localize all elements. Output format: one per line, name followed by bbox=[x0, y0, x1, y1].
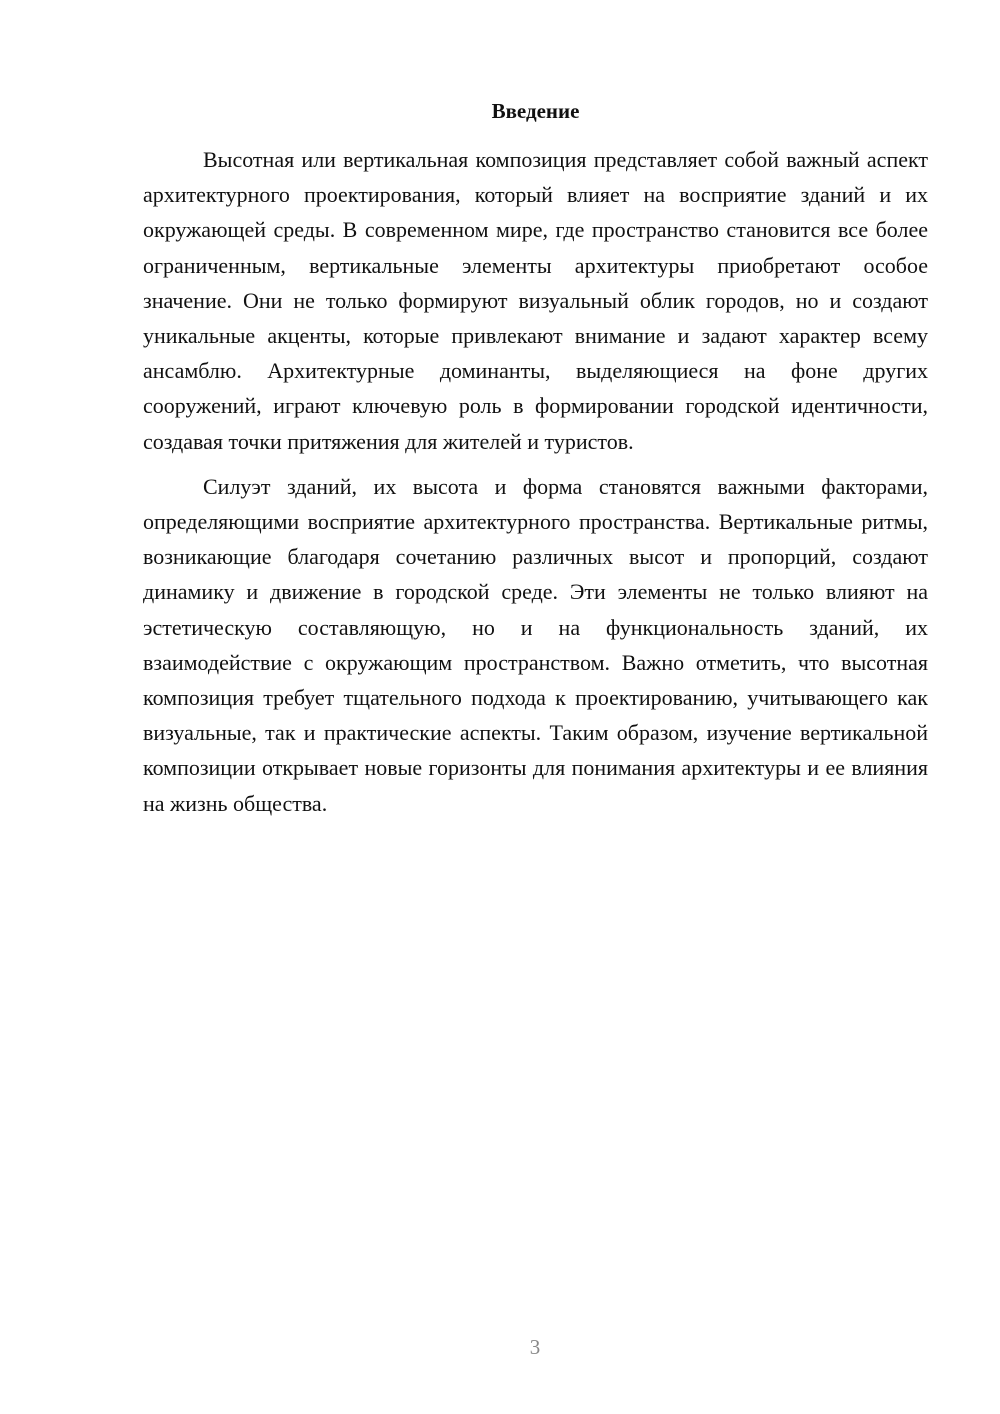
page-number: 3 bbox=[529, 1335, 541, 1359]
body-text bbox=[143, 142, 928, 821]
section-heading: Введение bbox=[491, 99, 580, 123]
paragraph-intro: Высотная или вертикальная композиция представляет собой важный аспект архитектурного проектирования, который влияет на восприятие зданий и их окружающей среды. В современном мире, где пространство становится все более ограниченным, вертикальные элементы архитектуры приобретают особое значение. Они не только формируют визуальный облик городов, но и создают уникальные акценты, которые привлекают внимание и задают характер всему ансамблю. Архитектурные доминанты, выделяющиеся на фоне других сооружений, играют ключевую роль в формировании городской идентичности, создавая точки притяжения для жителей и туристов. bbox=[143, 147, 928, 454]
paragraph-silhouette: Силуэт зданий, их высота и форма становятся важными факторами, определяющими восприятие архитектурного пространства. Вертикальные ритмы, возникающие благодаря сочетанию различных высот и пропорций, создают динамику и движение в городской среде. Эти элементы не только влияют на эстетическую составляющую, но и на функциональность зданий, их взаимодействие с окружающим пространством. Важно отметить, что высотная композиция требует тщательного подхода к проектированию, учитывающего как визуальные, так и практические аспекты. Таким образом, изучение вертикальной композиции открывает новые горизонты для понимания архитектуры и ее влияния на жизнь общества. bbox=[143, 473, 928, 816]
